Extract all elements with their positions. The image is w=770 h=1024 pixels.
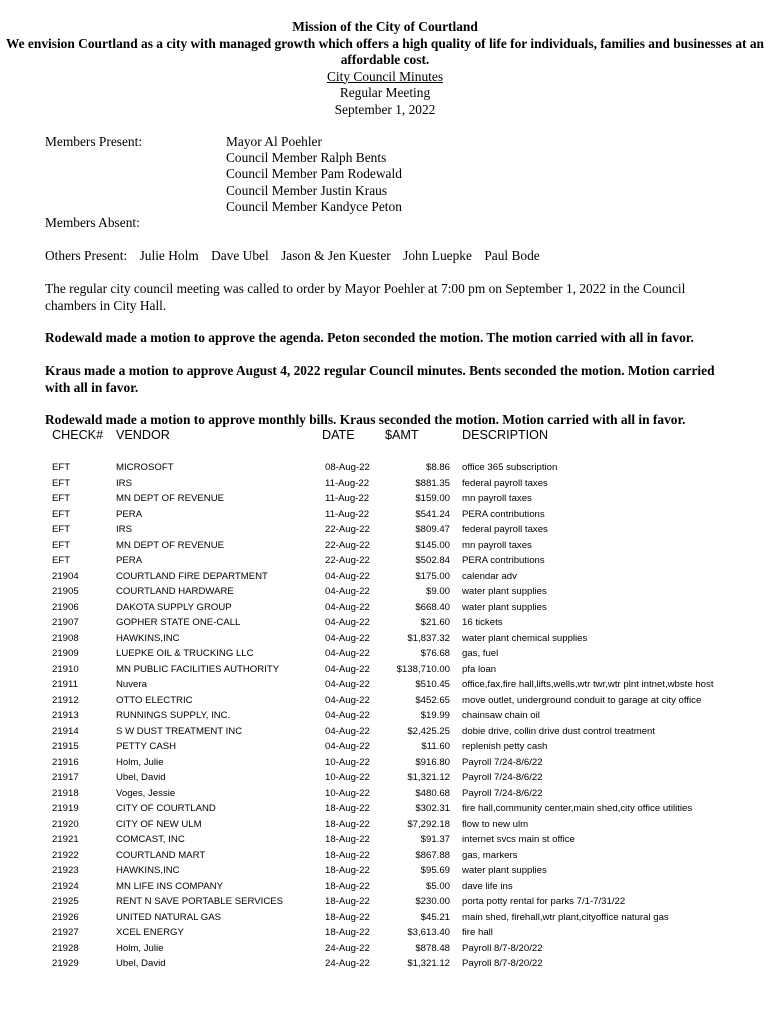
row-amount: $76.68 (420, 648, 450, 659)
table-row (0, 491, 770, 507)
table-row (0, 848, 770, 864)
row-date: 24-Aug-22 (325, 958, 370, 969)
row-amount: $7,292.18 (407, 818, 450, 830)
row-date: 18-Aug-22 (325, 818, 370, 830)
row-description: mn payroll taxes (462, 539, 532, 551)
row-description: Payroll 7/24-8/6/22 (462, 756, 543, 768)
row-check: 21922 (52, 849, 79, 861)
row-vendor: PETTY CASH (116, 741, 177, 752)
row-date: 18-Aug-22 (325, 896, 370, 907)
table-row (0, 786, 770, 802)
bills-motion-paragraph: Rodewald made a motion to approve monthly bills. Kraus seconded the motion. Motion carried with all in favor. (45, 412, 686, 427)
row-check: EFT (52, 477, 71, 489)
table-row (0, 739, 770, 755)
row-description: water plant supplies (462, 865, 547, 876)
row-check: EFT (52, 524, 71, 535)
member-name: Council Member Kandyce Peton (226, 198, 402, 214)
row-vendor: IRS (116, 477, 132, 489)
row-vendor: COMCAST, INC (116, 834, 185, 845)
table-row (0, 476, 770, 492)
row-amount: $3,613.40 (407, 927, 450, 938)
table-row (0, 941, 770, 957)
row-description: water plant chemical supplies (462, 632, 588, 644)
header-amount: $AMT (385, 428, 419, 442)
members-present-list (226, 134, 402, 215)
row-vendor: HAWKINS,INC (116, 632, 180, 644)
row-description: federal payroll taxes (462, 477, 548, 489)
other-attendee: Jason & Jen Kuester (281, 248, 391, 263)
members-absent-label: Members Absent: (45, 215, 140, 230)
row-description: porta potty rental for parks 7/1-7/31/22 (462, 896, 626, 907)
row-date: 04-Aug-22 (325, 663, 370, 675)
table-row (0, 584, 770, 600)
row-date: 18-Aug-22 (325, 834, 370, 845)
row-amount: $502.84 (415, 555, 450, 566)
row-check: 21904 (52, 570, 79, 582)
row-description: fire hall (462, 927, 493, 938)
table-row (0, 708, 770, 724)
table-row (0, 631, 770, 647)
row-vendor: XCEL ENERGY (116, 927, 184, 938)
table-row (0, 832, 770, 848)
row-vendor: OTTO ELECTRIC (116, 694, 193, 706)
row-description: main shed, firehall,wtr plant,cityoffice natural gas (462, 911, 669, 923)
row-vendor: MICROSOFT (116, 462, 174, 473)
row-check: 21926 (52, 911, 79, 923)
row-check: 21905 (52, 586, 79, 597)
row-vendor: DAKOTA SUPPLY GROUP (116, 601, 232, 613)
row-check: EFT (52, 555, 71, 566)
row-amount: $510.45 (415, 679, 450, 690)
table-row (0, 538, 770, 554)
row-amount: $8.86 (425, 462, 450, 473)
row-check: 21921 (52, 834, 79, 845)
row-amount: $1,321.12 (407, 958, 450, 969)
row-date: 04-Aug-22 (325, 570, 370, 582)
table-row (0, 569, 770, 585)
table-row (0, 817, 770, 833)
other-attendee: John Luepke (403, 248, 472, 263)
header-check: CHECK# (52, 428, 104, 442)
call-to-order-paragraph: The regular city council meeting was called to order by Mayor Poehler at 7:00 pm on September 1, 2022 in the Council chambers in City Hall. (45, 281, 686, 313)
row-date: 11-Aug-22 (325, 493, 370, 504)
row-date: 10-Aug-22 (325, 787, 370, 799)
table-row (0, 863, 770, 879)
row-amount: $1,321.12 (407, 772, 450, 783)
row-description: office,fax,fire hall,lifts,wells,wtr twr,wtr plnt intnet,wbste host (462, 679, 714, 690)
row-check: 21912 (52, 694, 79, 706)
row-description: PERA contributions (462, 508, 545, 520)
row-amount: $302.31 (415, 803, 450, 814)
row-date: 04-Aug-22 (325, 741, 370, 752)
row-amount: $19.99 (420, 710, 450, 721)
row-description: pfa loan (462, 663, 497, 675)
row-date: 10-Aug-22 (325, 772, 370, 783)
row-description: calendar adv (462, 570, 517, 582)
bills-table-body (0, 460, 770, 972)
row-description: gas, fuel (462, 648, 499, 659)
bills-table-header (0, 428, 770, 446)
table-row (0, 615, 770, 631)
row-date: 18-Aug-22 (325, 803, 370, 814)
header-vendor: VENDOR (116, 428, 170, 442)
row-vendor: IRS (116, 524, 132, 535)
row-vendor: UNITED NATURAL GAS (116, 911, 222, 923)
row-date: 18-Aug-22 (325, 927, 370, 938)
row-vendor: HAWKINS,INC (116, 865, 180, 876)
row-check: 21911 (52, 679, 78, 690)
row-description: gas, markers (462, 849, 518, 861)
table-row (0, 894, 770, 910)
row-description: mn payroll taxes (462, 493, 532, 504)
table-row (0, 879, 770, 895)
row-vendor: Voges, Jessie (116, 787, 176, 799)
row-date: 11-Aug-22 (325, 508, 370, 520)
row-amount: $809.47 (415, 524, 450, 535)
row-vendor: RUNNINGS SUPPLY, INC. (116, 710, 231, 721)
row-vendor: PERA (116, 555, 143, 566)
table-row (0, 662, 770, 678)
row-description: internet svcs main st office (462, 834, 575, 845)
row-amount: $916.80 (415, 756, 450, 768)
row-check: EFT (52, 493, 71, 504)
row-check: 21927 (52, 927, 79, 938)
row-check: 21925 (52, 896, 79, 907)
row-check: 21918 (52, 787, 79, 799)
row-check: 21928 (52, 942, 79, 954)
header-date: DATE (322, 428, 355, 442)
row-amount: $9.00 (425, 586, 450, 597)
row-vendor: Ubel, David (116, 772, 166, 783)
row-amount: $175.00 (415, 570, 450, 582)
row-vendor: CITY OF NEW ULM (116, 818, 202, 830)
row-description: Payroll 8/7-8/20/22 (462, 942, 543, 954)
table-row (0, 460, 770, 476)
meeting-date: September 1, 2022 (334, 101, 436, 117)
minutes-motion-paragraph: Kraus made a motion to approve August 4, 2022 regular Council minutes. Bents seconded the motion. Motion carried with all in favor. (45, 363, 715, 395)
row-description: fire hall,community center,main shed,city office utilities (462, 803, 693, 814)
row-amount: $2,425.25 (407, 725, 450, 737)
row-date: 11-Aug-22 (325, 477, 370, 489)
row-date: 22-Aug-22 (325, 524, 370, 535)
row-amount: $480.68 (415, 787, 450, 799)
row-date: 22-Aug-22 (325, 555, 370, 566)
row-date: 18-Aug-22 (325, 880, 370, 892)
row-amount: $452.65 (415, 694, 450, 706)
row-amount: $5.00 (425, 880, 450, 892)
other-attendee: Julie Holm (139, 248, 199, 263)
document-type: City Council Minutes (326, 68, 444, 84)
row-check: 21917 (52, 772, 79, 783)
row-check: 21929 (52, 958, 79, 969)
row-date: 04-Aug-22 (325, 725, 370, 737)
row-description: Payroll 7/24-8/6/22 (462, 787, 543, 799)
row-amount: $21.60 (420, 617, 450, 628)
row-amount: $159.00 (415, 493, 450, 504)
table-row (0, 600, 770, 616)
row-description: move outlet, underground conduit to garage at city office (462, 694, 702, 706)
row-amount: $45.21 (420, 911, 450, 923)
row-amount: $11.60 (421, 741, 450, 752)
member-name: Mayor Al Poehler (226, 134, 322, 149)
table-row (0, 925, 770, 941)
row-amount: $145.00 (415, 539, 450, 551)
members-present-label: Members Present: (45, 134, 143, 149)
row-check: 21909 (52, 648, 79, 659)
table-row (0, 507, 770, 523)
table-row (0, 910, 770, 926)
row-vendor: COURTLAND FIRE DEPARTMENT (116, 570, 268, 582)
row-vendor: MN LIFE INS COMPANY (116, 880, 223, 892)
row-amount: $95.69 (420, 865, 450, 876)
row-vendor: MN DEPT OF REVENUE (116, 539, 225, 551)
others-present (45, 248, 549, 264)
row-amount: $878.48 (415, 942, 450, 954)
row-check: EFT (52, 539, 71, 551)
row-check: EFT (52, 462, 71, 473)
table-row (0, 646, 770, 662)
row-amount: $867.88 (415, 849, 450, 861)
row-amount: $881.35 (415, 477, 450, 489)
row-vendor: PERA (116, 508, 143, 520)
row-date: 24-Aug-22 (325, 942, 370, 954)
row-vendor: Ubel, David (116, 958, 166, 969)
row-check: 21919 (52, 803, 79, 814)
meeting-type: Regular Meeting (339, 85, 431, 100)
row-check: 21908 (52, 632, 79, 644)
mission-title: Mission of the City of Courtland (292, 19, 478, 34)
row-check: 21910 (52, 663, 79, 675)
row-amount: $230.00 (415, 896, 450, 907)
table-row (0, 693, 770, 709)
table-row (0, 677, 770, 693)
row-description: dobie drive, collin drive dust control treatment (462, 725, 656, 737)
row-amount: $138,710.00 (396, 663, 450, 675)
row-amount: $91.37 (420, 834, 450, 845)
row-date: 04-Aug-22 (325, 694, 370, 706)
agenda-motion-paragraph: Rodewald made a motion to approve the agenda. Peton seconded the motion. The motion carried with all in favor. (45, 330, 694, 345)
row-check: 21924 (52, 880, 79, 892)
vision-statement: We envision Courtland as a city with managed growth which offers a high quality of life for individuals, families and businesses at an affordable cost. (5, 35, 765, 67)
row-description: chainsaw chain oil (462, 710, 540, 721)
row-date: 04-Aug-22 (325, 617, 370, 628)
row-description: office 365 subscription (462, 462, 558, 473)
row-check: 21906 (52, 601, 79, 613)
row-vendor: LUEPKE OIL & TRUCKING LLC (116, 648, 254, 659)
row-vendor: GOPHER STATE ONE-CALL (116, 617, 241, 628)
row-check: 21920 (52, 818, 79, 830)
row-vendor: MN PUBLIC FACILITIES AUTHORITY (116, 663, 280, 675)
row-date: 18-Aug-22 (325, 865, 370, 876)
row-date: 04-Aug-22 (325, 648, 370, 659)
table-row (0, 522, 770, 538)
row-date: 08-Aug-22 (325, 462, 370, 473)
table-row (0, 770, 770, 786)
document-header (0, 19, 770, 118)
row-check: 21907 (52, 617, 79, 628)
row-date: 04-Aug-22 (325, 632, 370, 644)
header-description: DESCRIPTION (462, 428, 549, 442)
row-vendor: MN DEPT OF REVENUE (116, 493, 225, 504)
table-row (0, 553, 770, 569)
row-amount: $668.40 (415, 601, 450, 613)
row-vendor: RENT N SAVE PORTABLE SERVICES (116, 896, 284, 907)
row-date: 10-Aug-22 (325, 756, 370, 768)
row-vendor: COURTLAND HARDWARE (116, 586, 234, 597)
row-vendor: Holm, Julie (116, 756, 164, 768)
row-description: water plant supplies (462, 586, 547, 597)
row-description: flow to new ulm (462, 818, 529, 830)
row-date: 18-Aug-22 (325, 849, 370, 861)
other-attendee: Paul Bode (484, 248, 540, 263)
row-amount: $541.24 (415, 508, 450, 520)
row-check: 21923 (52, 865, 79, 876)
row-check: EFT (52, 508, 71, 520)
others-present-label: Others Present: (45, 248, 128, 263)
row-date: 18-Aug-22 (325, 911, 370, 923)
row-check: 21916 (52, 756, 79, 768)
row-date: 04-Aug-22 (325, 679, 370, 690)
row-vendor: Nuvera (116, 679, 147, 690)
row-date: 04-Aug-22 (325, 710, 370, 721)
row-description: federal payroll taxes (462, 524, 548, 535)
table-row (0, 801, 770, 817)
row-description: Payroll 8/7-8/20/22 (462, 958, 543, 969)
row-description: water plant supplies (462, 601, 547, 613)
table-row (0, 724, 770, 740)
row-date: 22-Aug-22 (325, 539, 370, 551)
row-description: PERA contributions (462, 555, 545, 566)
other-attendee: Dave Ubel (211, 248, 269, 263)
row-date: 04-Aug-22 (325, 586, 370, 597)
member-name: Council Member Pam Rodewald (226, 166, 402, 182)
row-check: 21914 (52, 725, 79, 737)
row-check: 21913 (52, 710, 79, 721)
row-vendor: COURTLAND MART (116, 849, 206, 861)
table-row (0, 956, 770, 972)
row-vendor: Holm, Julie (116, 942, 164, 954)
member-name: Council Member Ralph Bents (226, 150, 387, 166)
row-amount: $1,837.32 (407, 632, 450, 644)
row-date: 04-Aug-22 (325, 601, 370, 613)
row-description: Payroll 7/24-8/6/22 (462, 772, 543, 783)
row-description: 16 tickets (462, 617, 503, 628)
row-description: dave life ins (462, 880, 513, 892)
row-check: 21915 (52, 741, 79, 752)
member-name: Council Member Justin Kraus (226, 182, 388, 198)
row-vendor: S W DUST TREATMENT INC (116, 725, 243, 737)
row-description: replenish petty cash (462, 741, 548, 752)
row-vendor: CITY OF COURTLAND (116, 803, 216, 814)
table-row (0, 755, 770, 771)
